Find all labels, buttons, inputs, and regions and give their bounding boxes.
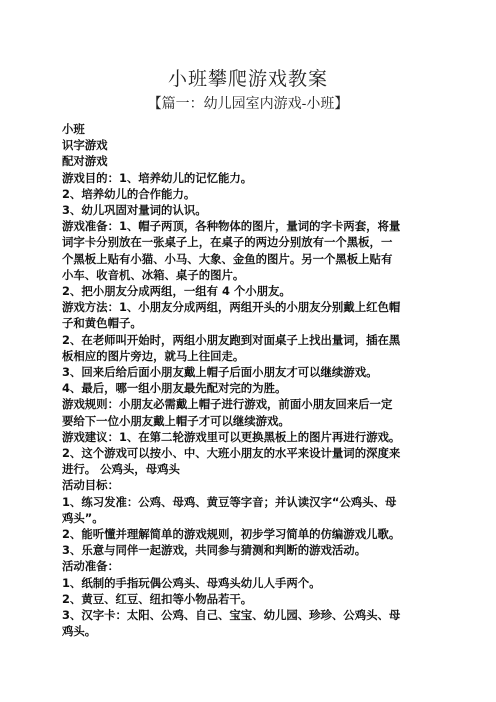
body-line: 4、最后，哪一组小朋友最先配对完的为胜。: [62, 381, 287, 396]
body-line: 3、回来后给后面小朋友戴上帽子后面小朋友才可以继续游戏。: [62, 365, 378, 380]
body-line: 小班: [62, 122, 85, 136]
document-title: 小班攀爬游戏教案: [167, 68, 328, 90]
body-line: 3、幼儿巩固对量词的认识。: [62, 203, 207, 218]
body-line: 进行。 公鸡头，母鸡头: [62, 462, 180, 477]
body-line: 游戏方法：1、小朋友分成两组，两组开头的小朋友分别戴上红色帽: [62, 300, 401, 315]
body-line: 要给下一位小朋友戴上帽子才可以继续游戏。: [62, 413, 290, 428]
body-line: 2、在老师叫开始时，两组小朋友跑到对面桌子上找出量词，插在黑: [62, 332, 401, 347]
body-line: 2、把小朋友分成两组，一组有 4 个小朋友。: [62, 284, 291, 299]
body-line: 鸡头。: [62, 624, 97, 639]
document-body: [62, 121, 448, 640]
body-line: 配对游戏: [62, 154, 108, 169]
body-line: 2、培养幼儿的合作能力。: [62, 186, 196, 201]
body-line: 1、纸制的手指玩偶公鸡头、母鸡头幼儿人手两个。: [62, 575, 321, 590]
body-line: 活动准备：: [62, 559, 119, 574]
body-line: 2、这个游戏可以按小、中、大班小朋友的水平来设计量词的深度来: [62, 446, 401, 461]
body-line: 2、黄豆、红豆、纽扣等小物品若干。: [62, 591, 253, 606]
body-line: 游戏建议：1、在第二轮游戏里可以更换黑板上的图片再进行游戏。: [62, 429, 401, 444]
body-line: 1、练习发准：公鸡、母鸡、黄豆等字音；并认读汉字“公鸡头、母: [62, 494, 397, 509]
document-subtitle: 【篇一：幼儿园室内游戏-小班】: [147, 96, 349, 112]
body-line: 2、能听懂并理解简单的游戏规则，初步学习简单的仿编游戏儿歌。: [62, 527, 401, 542]
body-line: 子和黄色帽子。: [62, 316, 142, 331]
body-line: 鸡头”。: [62, 510, 104, 525]
body-line: 游戏目的：1、培养幼儿的记忆能力。: [62, 170, 253, 185]
body-line: 3、汉字卡：太阳、公鸡、自己、宝宝、幼儿园、珍珍、公鸡头、母: [62, 608, 401, 623]
body-line: 3、乐意与同伴一起游戏，共同参与猜测和判断的游戏活动。: [62, 543, 367, 558]
body-line: 词字卡分别放在一张桌子上，在桌子的两边分别放有一个黑板，一: [62, 235, 393, 250]
body-line: 游戏规则：小朋友必需戴上帽子进行游戏，前面小朋友回来后一定: [62, 397, 393, 412]
body-line: 活动目标：: [62, 478, 119, 493]
body-line: 游戏准备：1、帽子两顶，各种物体的图片，量词的字卡两套，将量: [62, 219, 401, 234]
body-line: 小车、收音机、冰箱、桌子的图片。: [62, 267, 245, 282]
body-line: 板相应的图片旁边，就马上往回走。: [62, 348, 245, 363]
body-line: 识字游戏: [62, 138, 108, 153]
body-line: 个黑板上贴有小猫、小马、大象、金鱼的图片。另一个黑板上贴有: [62, 251, 393, 266]
